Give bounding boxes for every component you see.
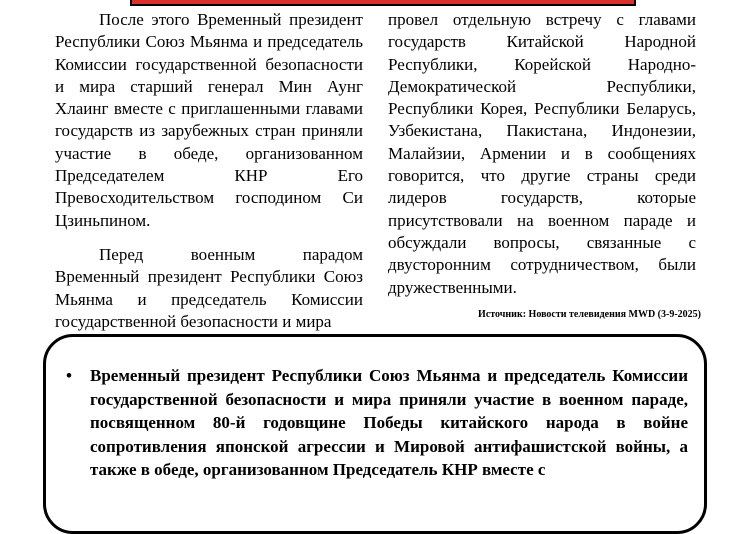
article-paragraph: После этого Временный президент Республики Союз Мьянма и председатель Комиссии государственной безопасности и мира старший генерал Мин Аунг Хлаинг вместе с приглашенными главами государств из зарубежных стран приняли участие в обеде, организованном Председателем КНР Его Превосходительством господином Си Цзиньпином.	[55, 10, 363, 230]
summary-item-text: Временный президент Республики Союз Мьянма и председатель Комиссии государственной безопасности и мира приняли участие в военном параде, посвященном 80-й годовщине Победы китайского народа в войне сопротивления японской агрессии и Мировой антифашистской войны, а также в обеде, организованном Председатель КНР вместе с	[90, 366, 688, 479]
source-citation: Источник: Новости телевидения MWD (3-9-2025)	[478, 309, 701, 320]
bullet-icon: •	[66, 366, 72, 385]
article-right-column	[388, 9, 696, 299]
top-banner	[130, 0, 636, 6]
summary-item	[66, 364, 688, 482]
summary-box	[43, 334, 707, 534]
article-paragraph: Перед военным парадом Временный президент Республики Союз Мьянма и председатель Комиссии государственной безопасности и мира	[55, 244, 363, 331]
article-left-column	[55, 9, 363, 333]
article-paragraph: провел отдельную встречу с главами государств Китайской Народной Республики, Корейской Народно-Демократической Республики, Республики Корея, Республики Беларусь, Узбекистана, Пакистана, Индонезии, Малайзии, Армении и в сообщениях говорится, что другие страны среди лидеров государств, которые присутствовали на военном параде и обсуждали вопросы, связанные с двусторонним сотрудничеством, были дружественными.	[388, 10, 696, 297]
summary-list	[66, 364, 688, 482]
